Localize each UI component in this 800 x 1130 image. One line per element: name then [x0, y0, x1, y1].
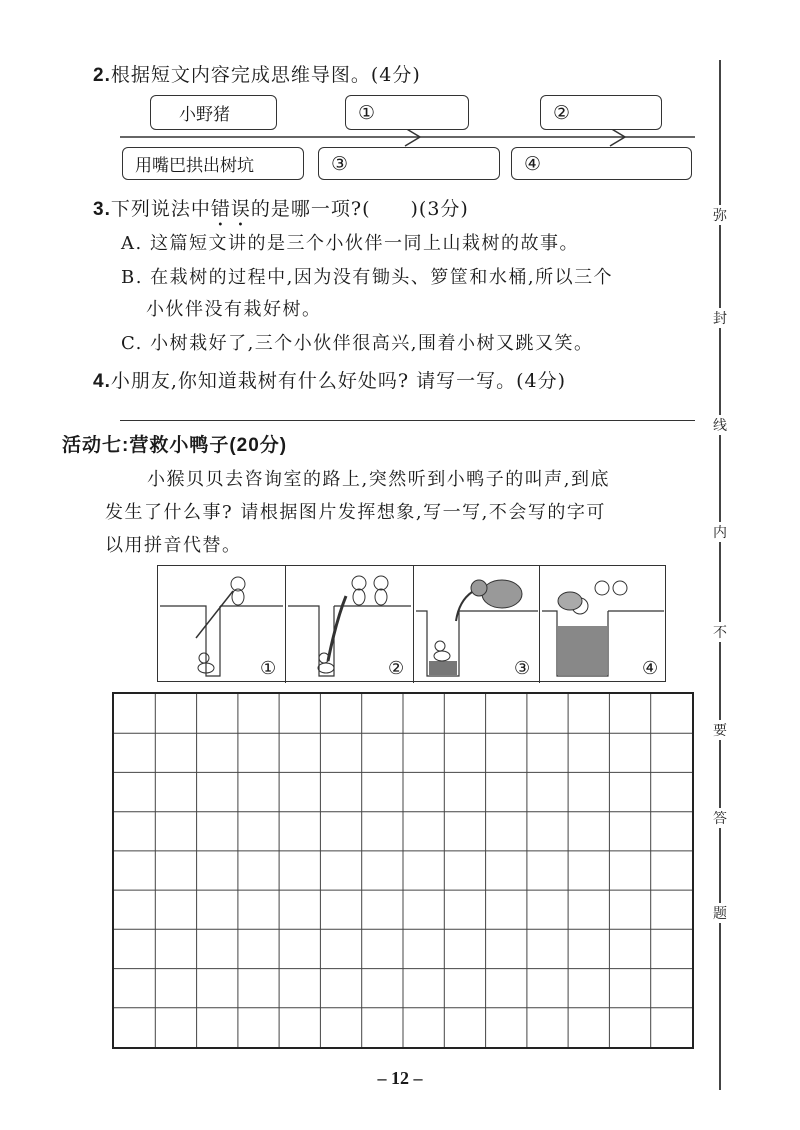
panel-number-1: ①: [260, 658, 277, 679]
writing-grid-lines: [114, 694, 692, 1047]
seal-char: 不: [707, 622, 733, 642]
panel-number-2: ②: [388, 658, 405, 679]
mind-map-box-dig-hole: [122, 147, 304, 180]
mind-map-label: 小野猪: [179, 105, 230, 125]
q3-option-c: C. 小树栽好了,三个小伙伴很高兴,围着小树又跳又笑。: [121, 333, 594, 354]
q3-text-end: 的是哪一项?( )(3分): [250, 198, 469, 220]
mind-map-blank-number: ④: [524, 152, 542, 175]
q3-option-a: A. 这篇短文讲的是三个小伙伴一同上山栽树的故事。: [121, 233, 579, 254]
panel-3: [413, 566, 539, 683]
panel-number-4: ④: [642, 658, 659, 679]
mind-map-blank-3[interactable]: [318, 147, 500, 180]
mind-map-blank-4[interactable]: [511, 147, 692, 180]
seal-char: 题: [707, 903, 733, 923]
page-number: – 12 –: [377, 1068, 423, 1088]
writing-grid[interactable]: [112, 692, 694, 1049]
seal-char: 要: [707, 720, 733, 740]
picture-strip: [157, 565, 666, 682]
q4-answer-line[interactable]: [120, 420, 695, 421]
q3-emphasis-char: 误: [230, 198, 251, 220]
activity-text-line-2: 发生了什么事? 请根据图片发挥想象,写一写,不会写的字可: [105, 502, 606, 523]
seal-char: 答: [707, 808, 733, 828]
q4-heading: [93, 366, 566, 393]
panel-2: [285, 566, 413, 683]
seal-char: 线: [707, 415, 733, 435]
q2-heading: [93, 60, 421, 87]
q2-text: 根据短文内容完成思维导图。(4分): [110, 64, 421, 86]
seal-char: 封: [707, 308, 733, 328]
q3-number: 3.: [93, 199, 111, 220]
q2-number: 2.: [93, 65, 111, 86]
mind-map-blank-2[interactable]: [540, 95, 662, 130]
activity-title: 活动七:营救小鸭子(20分): [62, 435, 288, 456]
seal-char: 内: [707, 522, 733, 542]
mind-map-blank-number: ③: [331, 152, 349, 175]
mind-map-blank-number: ①: [358, 101, 376, 124]
q3-heading: [93, 194, 469, 221]
q4-number: 4.: [93, 371, 111, 392]
activity-text-line-3: 以用拼音代替。: [105, 535, 242, 556]
mind-map-blank-number: ②: [553, 101, 571, 124]
q3-emphasis-char: 错: [210, 198, 231, 220]
q4-text: 小朋友,你知道栽树有什么好处吗? 请写一写。(4分): [110, 370, 567, 392]
mind-map-blank-1[interactable]: [345, 95, 469, 130]
panel-number-3: ③: [514, 658, 531, 679]
mind-map-box-little-boar: [150, 95, 277, 130]
mind-map-label: 用嘴巴拱出树坑: [135, 156, 254, 176]
q3-text: 下列说法中: [110, 198, 211, 220]
panel-4: [539, 566, 666, 683]
activity-text-line-1: 小猴贝贝去咨询室的路上,突然听到小鸭子的叫声,到底: [147, 469, 610, 490]
q3-option-b-cont: 小伙伴没有栽好树。: [146, 299, 322, 320]
q3-option-b: B. 在栽树的过程中,因为没有锄头、箩筐和水桶,所以三个: [121, 267, 614, 288]
seal-char: 弥: [707, 205, 733, 225]
